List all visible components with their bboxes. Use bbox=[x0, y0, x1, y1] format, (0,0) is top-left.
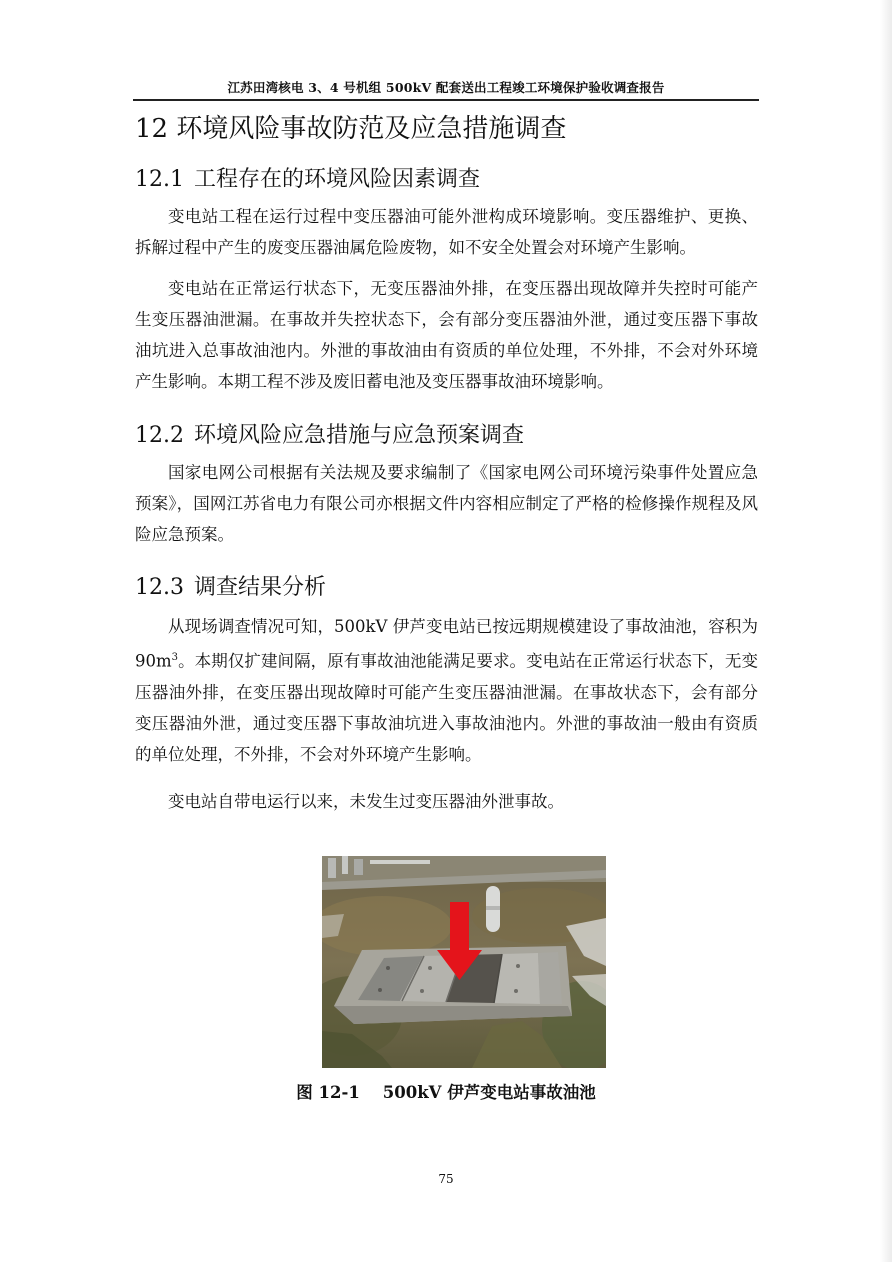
page-number: 75 bbox=[438, 1172, 454, 1186]
section-title: 调查结果分析 bbox=[193, 575, 326, 600]
superscript: 3 bbox=[171, 652, 179, 663]
oil-pit-photo bbox=[322, 856, 606, 1068]
paragraph-text: 国家电网公司根据有关法规及要求编制了《国家电网公司环境污染事件处置应急预案》，国网江苏省电力有限公司亦根据文件内容相应制定了严格的检修操作规程及风险应急预案。 bbox=[135, 463, 758, 544]
paragraph bbox=[135, 611, 758, 770]
figure-label: 图 12-1 bbox=[296, 1083, 360, 1102]
section-heading-12-2 bbox=[135, 418, 524, 449]
section-heading-12-3 bbox=[135, 570, 326, 601]
running-header: 江苏田湾核电 3、4 号机组 500kV 配套送出工程竣工环境保护验收调查报告 bbox=[227, 80, 665, 95]
section-title: 环境风险应急措施与应急预案调查 bbox=[193, 423, 524, 448]
paragraph-text: 变电站在正常运行状态下，无变压器油外排，在变压器出现故障并失控时可能产生变压器油泄漏。在事故并失控状态下，会有部分变压器油外泄，通过变压器下事故油坑进入总事故油池内。外泄的事故油由有资质的单位处理，不外排，不会对外环境产生影响。本期工程不涉及废旧蓄电池及变压器事故油环境影响。 bbox=[135, 279, 758, 391]
paragraph-text: 变电站自带电运行以来，未发生过变压器油外泄事故。 bbox=[168, 792, 564, 811]
header-rule bbox=[133, 99, 759, 101]
page-edge-shadow bbox=[880, 0, 892, 1262]
paragraph bbox=[135, 457, 758, 550]
paragraph-text-part: 。本期仅扩建间隔，原有事故油池能满足要求。变电站在正常运行状态下，无变压器油外排，在变压器出现故障时可能产生变压器油泄漏。在事故状态下，会有部分变压器油外泄，通过变压器下事故油坑进入事故油池内。外泄的事故油一般由有资质的单位处理，不外排，不会对外环境产生影响。 bbox=[135, 651, 758, 764]
chapter-title: 12 环境风险事故防范及应急措施调查 bbox=[135, 114, 567, 144]
paragraph bbox=[135, 786, 758, 817]
paragraph-text-part: 从现场调查情况可知，500kV 伊芦变电站已按远期规模建设了事故油池，容积为 90m bbox=[135, 617, 758, 671]
section-heading-12-1 bbox=[135, 162, 480, 193]
figure-caption-text: 500kV 伊芦变电站事故油池 bbox=[382, 1083, 596, 1102]
paragraph-text bbox=[135, 611, 758, 770]
section-number: 12.1 bbox=[135, 167, 184, 192]
paragraph bbox=[135, 201, 758, 263]
section-number: 12.2 bbox=[135, 423, 184, 448]
section-title: 工程存在的环境风险因素调查 bbox=[193, 167, 480, 192]
figure-caption bbox=[0, 1079, 892, 1103]
section-number: 12.3 bbox=[135, 575, 184, 600]
paragraph-text: 变电站工程在运行过程中变压器油可能外泄构成环境影响。变压器维护、更换、拆解过程中产生的废变压器油属危险废物，如不安全处置会对环境产生影响。 bbox=[135, 207, 758, 257]
paragraph bbox=[135, 273, 758, 397]
